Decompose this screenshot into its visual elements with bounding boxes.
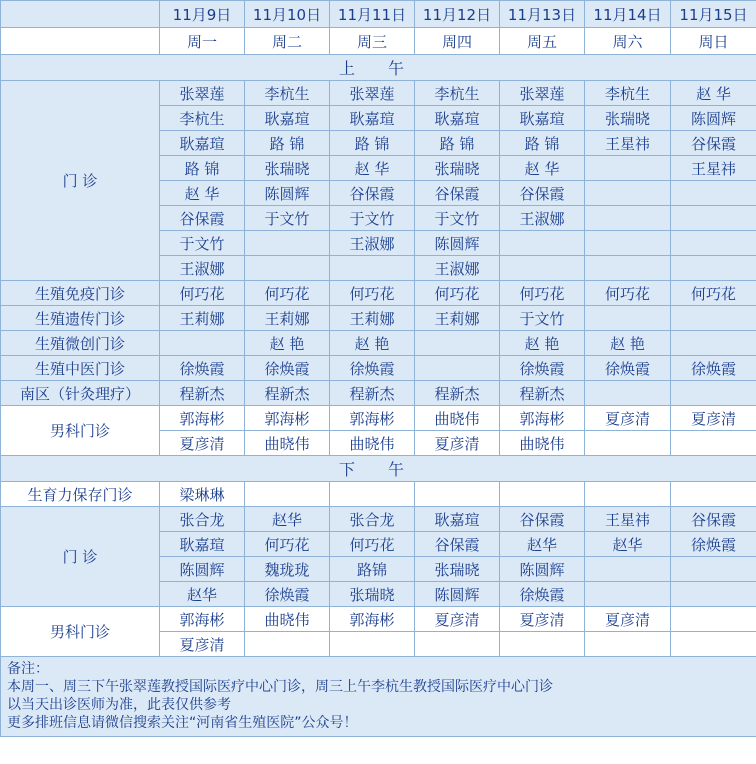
doctor-cell: 曲晓伟: [415, 406, 500, 431]
weekday-header: 周六: [585, 28, 671, 55]
doctor-cell: 王淑娜: [160, 256, 245, 281]
doctor-cell: 夏彦清: [585, 406, 671, 431]
doctor-cell: [585, 181, 671, 206]
doctor-cell: 徐焕霞: [671, 532, 756, 557]
doctor-cell: 郭海彬: [245, 406, 330, 431]
department-label: 生殖免疫门诊: [1, 281, 160, 306]
corner-cell: [1, 28, 160, 55]
department-row: [1, 356, 756, 381]
doctor-cell: 李杭生: [245, 81, 330, 106]
doctor-cell: 夏彦清: [415, 607, 500, 632]
doctor-cell: [415, 482, 500, 507]
doctor-cell: 郭海彬: [160, 607, 245, 632]
notes-row: [1, 657, 756, 737]
doctor-cell: 耿嘉瑄: [160, 532, 245, 557]
doctor-cell: [671, 206, 756, 231]
doctor-cell: [671, 231, 756, 256]
afternoon-andrology-label: 男科门诊: [1, 607, 160, 657]
doctor-cell: 何巧花: [330, 532, 415, 557]
doctor-cell: [585, 582, 671, 607]
doctor-cell: 程新杰: [415, 381, 500, 406]
doctor-cell: 张翠莲: [500, 81, 585, 106]
doctor-cell: 王莉娜: [415, 306, 500, 331]
afternoon-section-row: [1, 456, 756, 482]
doctor-cell: 郭海彬: [330, 406, 415, 431]
doctor-cell: [245, 231, 330, 256]
doctor-cell: 程新杰: [500, 381, 585, 406]
doctor-cell: 王淑娜: [330, 231, 415, 256]
doctor-cell: 王淑娜: [415, 256, 500, 281]
doctor-cell: [415, 632, 500, 657]
afternoon-outpatient-label: 门 诊: [1, 507, 160, 607]
doctor-cell: 赵 华: [500, 156, 585, 181]
doctor-cell: 夏彦清: [415, 431, 500, 456]
doctor-cell: [671, 582, 756, 607]
doctor-cell: 何巧花: [415, 281, 500, 306]
department-row: [1, 331, 756, 356]
doctor-cell: 何巧花: [330, 281, 415, 306]
doctor-cell: 谷保霞: [671, 131, 756, 156]
doctor-cell: 赵 华: [330, 156, 415, 181]
department-row: [1, 306, 756, 331]
doctor-cell: 徐焕霞: [671, 356, 756, 381]
doctor-cell: [585, 206, 671, 231]
doctor-cell: 张合龙: [160, 507, 245, 532]
doctor-cell: [500, 632, 585, 657]
department-label: 生殖微创门诊: [1, 331, 160, 356]
doctor-cell: 于文竹: [415, 206, 500, 231]
doctor-cell: 谷保霞: [415, 181, 500, 206]
department-label: 生殖中医门诊: [1, 356, 160, 381]
doctor-cell: [585, 482, 671, 507]
doctor-cell: 谷保霞: [500, 507, 585, 532]
doctor-cell: 徐焕霞: [160, 356, 245, 381]
doctor-cell: 耿嘉瑄: [500, 106, 585, 131]
doctor-cell: [585, 381, 671, 406]
department-row: [1, 281, 756, 306]
doctor-cell: 陈圆辉: [160, 557, 245, 582]
doctor-cell: 赵 艳: [500, 331, 585, 356]
doctor-cell: 曲晓伟: [500, 431, 585, 456]
date-header: 11月9日: [160, 1, 245, 28]
doctor-cell: 王莉娜: [245, 306, 330, 331]
doctor-cell: [330, 482, 415, 507]
morning-outpatient-row: [1, 81, 756, 106]
doctor-cell: 王淑娜: [500, 206, 585, 231]
doctor-cell: 程新杰: [330, 381, 415, 406]
department-label: 南区（针灸理疗）: [1, 381, 160, 406]
doctor-cell: 郭海彬: [160, 406, 245, 431]
doctor-cell: 赵 艳: [330, 331, 415, 356]
corner-cell: [1, 1, 160, 28]
doctor-cell: 李杭生: [415, 81, 500, 106]
doctor-cell: 徐焕霞: [245, 582, 330, 607]
doctor-cell: [500, 231, 585, 256]
doctor-cell: [415, 331, 500, 356]
doctor-cell: [585, 557, 671, 582]
doctor-cell: 曲晓伟: [245, 431, 330, 456]
doctor-cell: 于文竹: [160, 231, 245, 256]
doctor-cell: 李杭生: [585, 81, 671, 106]
doctor-cell: 何巧花: [585, 281, 671, 306]
doctor-cell: [245, 482, 330, 507]
doctor-cell: [585, 231, 671, 256]
doctor-cell: 赵 艳: [245, 331, 330, 356]
doctor-cell: [585, 156, 671, 181]
doctor-cell: 路锦: [330, 557, 415, 582]
doctor-cell: 何巧花: [245, 281, 330, 306]
doctor-cell: 曲晓伟: [330, 431, 415, 456]
fertility-label: 生育力保存门诊: [1, 482, 160, 507]
doctor-cell: 梁琳琳: [160, 482, 245, 507]
doctor-cell: [671, 607, 756, 632]
doctor-cell: 夏彦清: [160, 632, 245, 657]
doctor-cell: 张瑞晓: [245, 156, 330, 181]
department-label: 生殖遗传门诊: [1, 306, 160, 331]
doctor-cell: 赵 华: [671, 81, 756, 106]
doctor-cell: [671, 431, 756, 456]
doctor-cell: [330, 256, 415, 281]
weekday-header: 周四: [415, 28, 500, 55]
morning-andrology-row: [1, 406, 756, 431]
morning-section-row: [1, 55, 756, 81]
doctor-cell: 陈圆辉: [671, 106, 756, 131]
doctor-cell: 王星祎: [585, 507, 671, 532]
doctor-cell: 张翠莲: [330, 81, 415, 106]
doctor-cell: 陈圆辉: [415, 231, 500, 256]
doctor-cell: 陈圆辉: [415, 582, 500, 607]
weekday-header: 周二: [245, 28, 330, 55]
doctor-cell: 王星祎: [585, 131, 671, 156]
doctor-cell: 徐焕霞: [500, 582, 585, 607]
doctor-cell: 谷保霞: [671, 507, 756, 532]
doctor-cell: 郭海彬: [330, 607, 415, 632]
doctor-cell: 陈圆辉: [500, 557, 585, 582]
doctor-cell: [245, 632, 330, 657]
doctor-cell: 夏彦清: [500, 607, 585, 632]
doctor-cell: 赵华: [160, 582, 245, 607]
doctor-cell: 王莉娜: [330, 306, 415, 331]
doctor-cell: [160, 331, 245, 356]
doctor-cell: 魏珑珑: [245, 557, 330, 582]
doctor-cell: 耿嘉瑄: [160, 131, 245, 156]
doctor-cell: 谷保霞: [330, 181, 415, 206]
date-header: 11月10日: [245, 1, 330, 28]
doctor-cell: [671, 181, 756, 206]
weekday-row: [1, 28, 756, 55]
doctor-cell: [500, 482, 585, 507]
doctor-cell: 路 锦: [245, 131, 330, 156]
doctor-cell: 徐焕霞: [330, 356, 415, 381]
morning-andrology-label: 男科门诊: [1, 406, 160, 456]
doctor-cell: 张瑞晓: [415, 557, 500, 582]
doctor-cell: 路 锦: [415, 131, 500, 156]
doctor-cell: [245, 256, 330, 281]
doctor-cell: 何巧花: [160, 281, 245, 306]
doctor-cell: 耿嘉瑄: [245, 106, 330, 131]
doctor-cell: 曲晓伟: [245, 607, 330, 632]
doctor-cell: 徐焕霞: [585, 356, 671, 381]
doctor-cell: 程新杰: [160, 381, 245, 406]
notes-title: 备注：: [7, 661, 49, 677]
doctor-cell: 徐焕霞: [245, 356, 330, 381]
doctor-cell: 张翠莲: [160, 81, 245, 106]
doctor-cell: 陈圆辉: [245, 181, 330, 206]
doctor-cell: 何巧花: [671, 281, 756, 306]
doctor-cell: [415, 356, 500, 381]
doctor-cell: [671, 256, 756, 281]
doctor-cell: 张瑞晓: [585, 106, 671, 131]
doctor-cell: 何巧花: [245, 532, 330, 557]
weekday-header: 周五: [500, 28, 585, 55]
doctor-cell: 徐焕霞: [500, 356, 585, 381]
department-row: [1, 381, 756, 406]
date-header: 11月15日: [671, 1, 756, 28]
doctor-cell: 赵 华: [160, 181, 245, 206]
doctor-cell: [671, 306, 756, 331]
note-line: 以当天出诊医师为准，此表仅供参考: [7, 697, 231, 713]
doctor-cell: [585, 632, 671, 657]
morning-section-label: 上 午: [1, 55, 756, 81]
schedule-body: [1, 1, 756, 737]
date-row: [1, 1, 756, 28]
note-line: 本周一、周三下午张翠莲教授国际医疗中心门诊，周三上午李杭生教授国际医疗中心门诊: [7, 679, 553, 695]
date-header: 11月14日: [585, 1, 671, 28]
doctor-cell: 谷保霞: [415, 532, 500, 557]
doctor-cell: 张瑞晓: [330, 582, 415, 607]
doctor-cell: 张合龙: [330, 507, 415, 532]
weekday-header: 周三: [330, 28, 415, 55]
doctor-cell: [500, 256, 585, 281]
note-line: 更多排班信息请微信搜索关注“河南省生殖医院”公众号！: [7, 715, 358, 731]
doctor-cell: [671, 331, 756, 356]
date-header: 11月12日: [415, 1, 500, 28]
doctor-cell: [585, 306, 671, 331]
date-header: 11月13日: [500, 1, 585, 28]
doctor-cell: [671, 632, 756, 657]
doctor-cell: 夏彦清: [585, 607, 671, 632]
doctor-cell: 张瑞晓: [415, 156, 500, 181]
fertility-row: [1, 482, 756, 507]
doctor-cell: [671, 482, 756, 507]
doctor-cell: [671, 381, 756, 406]
doctor-cell: 谷保霞: [160, 206, 245, 231]
doctor-cell: [330, 632, 415, 657]
doctor-cell: 耿嘉瑄: [415, 507, 500, 532]
weekday-header: 周一: [160, 28, 245, 55]
doctor-cell: 赵 艳: [585, 331, 671, 356]
afternoon-outpatient-row: [1, 507, 756, 532]
doctor-cell: 路 锦: [500, 131, 585, 156]
afternoon-section-label: 下 午: [1, 456, 756, 482]
doctor-cell: 谷保霞: [500, 181, 585, 206]
doctor-cell: 于文竹: [330, 206, 415, 231]
doctor-cell: 夏彦清: [671, 406, 756, 431]
doctor-cell: 路 锦: [330, 131, 415, 156]
doctor-cell: 程新杰: [245, 381, 330, 406]
weekday-header: 周日: [671, 28, 756, 55]
doctor-cell: 耿嘉瑄: [415, 106, 500, 131]
doctor-cell: 赵华: [585, 532, 671, 557]
doctor-cell: 赵华: [500, 532, 585, 557]
doctor-cell: 于文竹: [245, 206, 330, 231]
doctor-cell: [585, 256, 671, 281]
doctor-cell: [671, 557, 756, 582]
doctor-cell: [585, 431, 671, 456]
doctor-cell: 何巧花: [500, 281, 585, 306]
doctor-cell: 路 锦: [160, 156, 245, 181]
doctor-cell: 王星祎: [671, 156, 756, 181]
doctor-cell: 于文竹: [500, 306, 585, 331]
doctor-cell: 李杭生: [160, 106, 245, 131]
date-header: 11月11日: [330, 1, 415, 28]
notes-cell: [1, 657, 756, 737]
doctor-cell: 王莉娜: [160, 306, 245, 331]
doctor-cell: 耿嘉瑄: [330, 106, 415, 131]
afternoon-andrology-row: [1, 607, 756, 632]
doctor-cell: 郭海彬: [500, 406, 585, 431]
doctor-cell: 夏彦清: [160, 431, 245, 456]
doctor-cell: 赵华: [245, 507, 330, 532]
morning-outpatient-label: 门 诊: [1, 81, 160, 281]
